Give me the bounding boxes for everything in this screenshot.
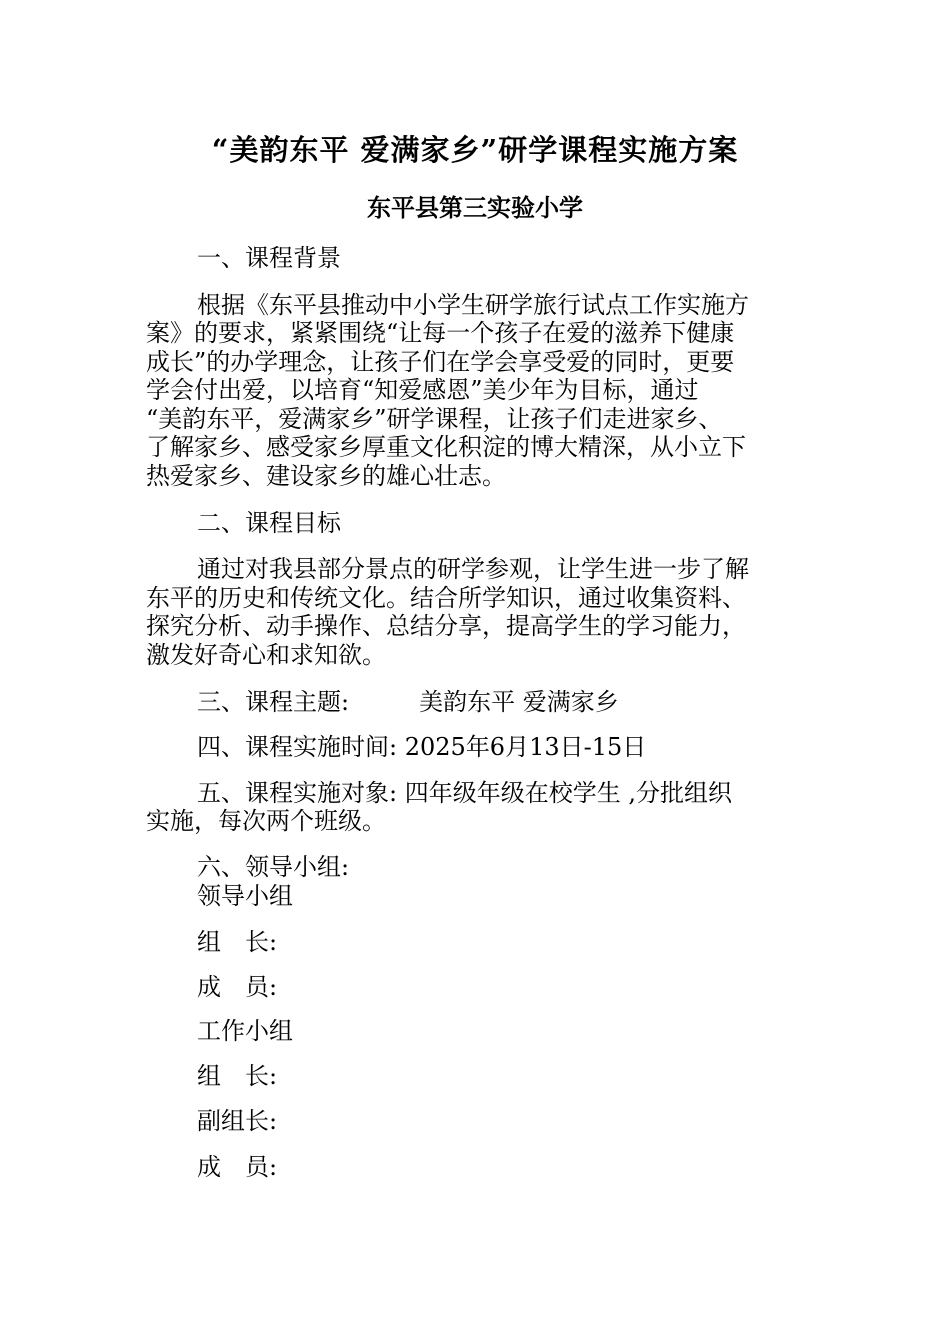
section-leadership-heading: 六、领导小组: [197, 853, 350, 881]
work-group-label: 工作小组 [197, 1017, 293, 1045]
leader-label: 组 长: [197, 928, 278, 956]
goal-line-1: 通过对我县部分景点的研学参观，让学生进一步了解 [197, 555, 749, 583]
goal-line-2: 东平的历史和传统文化。结合所学知识，通过收集资料、 [146, 584, 746, 612]
background-line-3: 成长”的办学理念，让孩子们在学会享受爱的同时，更要 [146, 348, 735, 376]
section-goal-heading: 二、课程目标 [197, 509, 341, 537]
section-background-heading: 一、课程背景 [197, 244, 341, 272]
section-time [197, 731, 646, 763]
time-label: 四、课程实施时间: [197, 733, 398, 761]
school-name: 东平县第三实验小学 [367, 193, 583, 222]
deputy-leader-label: 副组长: [197, 1107, 278, 1135]
leading-group-label: 领导小组 [197, 882, 293, 910]
work-member-label: 成 员: [197, 1153, 278, 1181]
time-value: 2025年6月13日-15日 [404, 733, 647, 761]
target-line-1: 五、课程实施对象: 四年级年级在校学生 ,分批组织 [197, 779, 732, 807]
background-line-5: “美韵东平，爱满家乡”研学课程，让孩子们走进家乡、 [146, 405, 723, 433]
document-title: “美韵东平 爱满家乡”研学课程实施方案 [211, 133, 739, 167]
section-theme [197, 686, 619, 718]
background-line-2: 案》的要求，紧紧围绕“让每一个孩子在爱的滋养下健康 [146, 319, 735, 347]
background-line-6: 了解家乡、感受家乡厚重文化积淀的博大精深，从小立下 [146, 433, 746, 461]
theme-label: 三、课程主题: [197, 688, 350, 716]
member-label: 成 员: [197, 973, 278, 1001]
background-line-7: 热爱家乡、建设家乡的雄心壮志。 [146, 462, 506, 490]
goal-line-4: 激发好奇心和求知欲。 [146, 641, 386, 669]
goal-line-3: 探究分析、动手操作、总结分享，提高学生的学习能力， [146, 612, 746, 640]
background-line-4: 学会付出爱，以培育“知爱感恩”美少年为目标，通过 [146, 376, 699, 404]
background-line-1: 根据《东平县推动中小学生研学旅行试点工作实施方 [197, 291, 749, 319]
target-line-2: 实施，每次两个班级。 [146, 807, 386, 835]
work-leader-label: 组 长: [197, 1062, 278, 1090]
theme-value: 美韵东平 爱满家乡 [419, 688, 619, 716]
